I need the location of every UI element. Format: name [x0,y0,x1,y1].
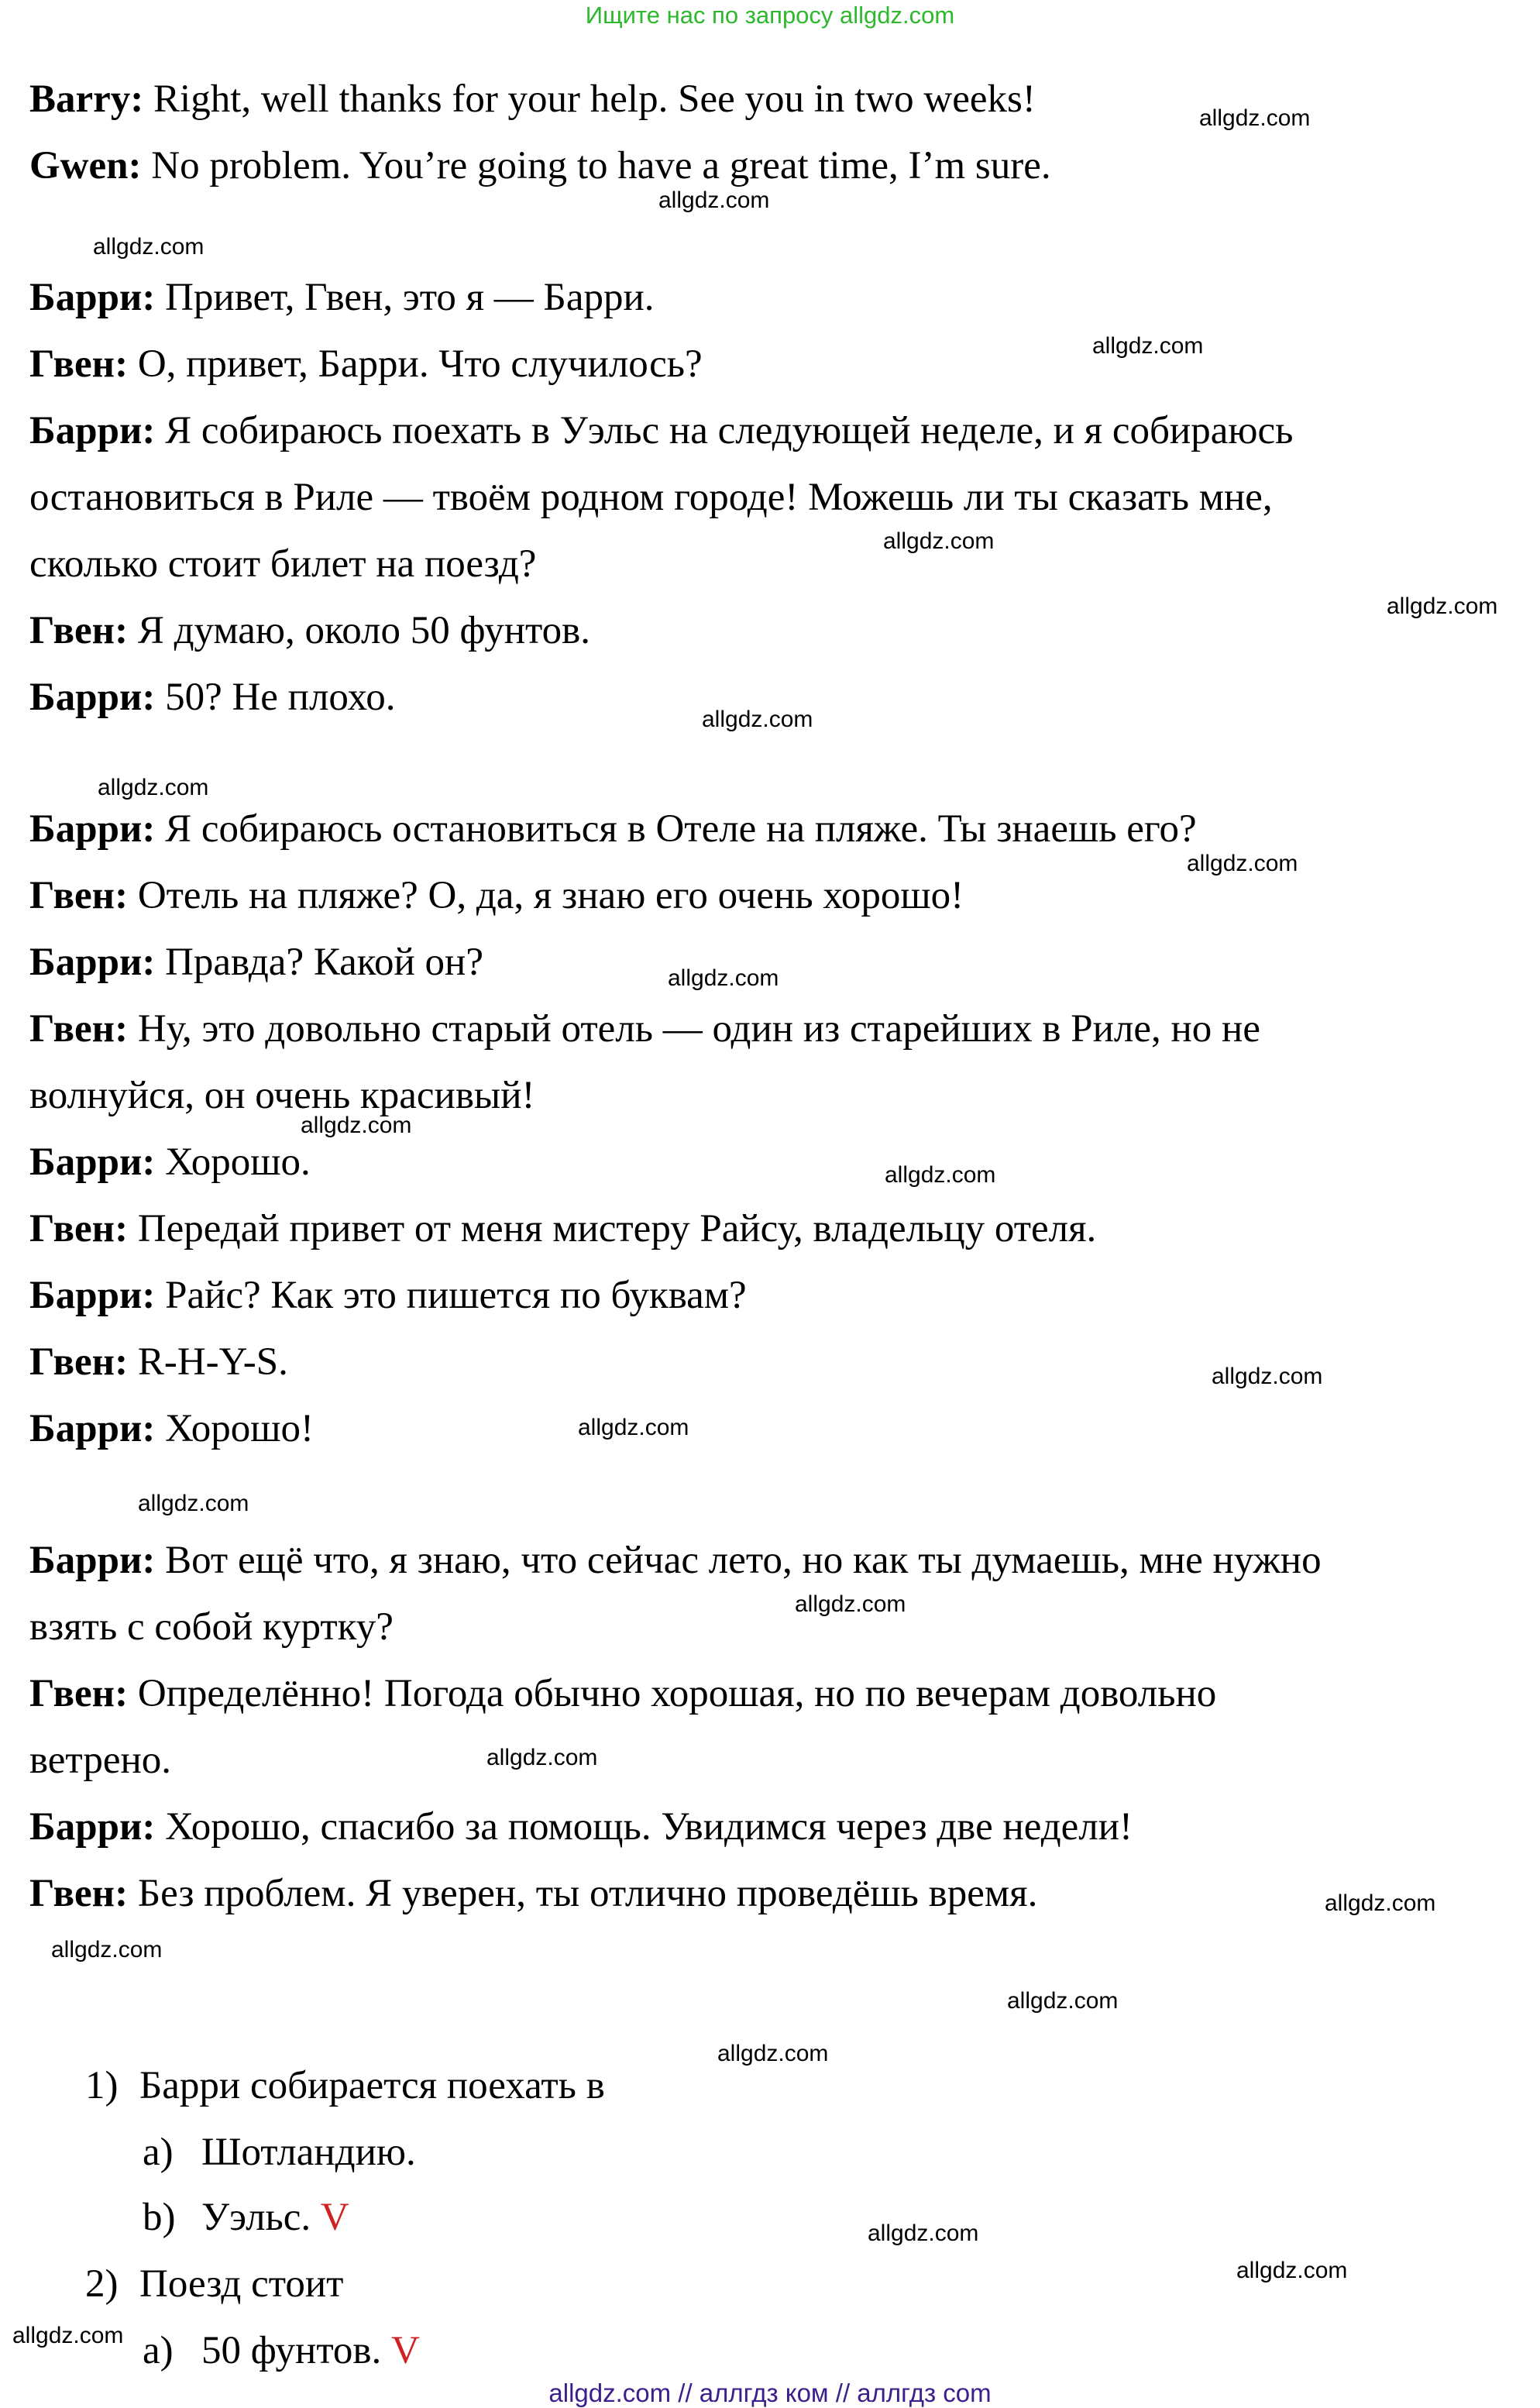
watermark: allgdz.com [51,1937,163,1963]
dialogue-line [29,806,1197,852]
dialogue-line [29,1339,288,1385]
option-1b [143,2194,349,2241]
watermark: allgdz.com [1236,2258,1348,2283]
line-text: взять с собой куртку? [29,1605,394,1649]
dialogue-line [29,1405,314,1452]
watermark: allgdz.com [578,1415,689,1440]
option-text: Шотландию. [201,2131,416,2174]
dialogue-line [29,1272,747,1319]
dialogue-line [29,408,1293,454]
line-text: Хорошо. [155,1140,311,1184]
speaker-name: Барри: [29,1539,156,1582]
line-text: ветрено. [29,1739,172,1782]
dialogue-line [29,1537,1322,1584]
dialogue-line [29,1804,1133,1850]
question-text: Барри собирается поехать в [139,2064,605,2107]
line-text: Привет, Гвен, это я — Барри. [155,276,655,319]
dialogue-line [29,1670,1216,1717]
answer-checkmark: V [320,2196,349,2239]
watermark: allgdz.com [1387,593,1498,619]
question-text: Поезд стоит [139,2262,344,2306]
speaker-name: Гвен: [29,1672,129,1715]
site-banner: Ищите нас по запросу allgdz.com [585,2,955,29]
watermark: allgdz.com [486,1745,598,1770]
watermark: allgdz.com [702,707,813,732]
dialogue-line [29,1006,1260,1052]
question-number: 1) [85,2064,119,2107]
option-letter: b) [143,2196,176,2239]
watermark: allgdz.com [658,187,770,213]
speaker-name: Гвен: [29,1007,129,1051]
line-text: Right, well thanks for your help. See you in two weeks! [143,77,1036,121]
footer-links: allgdz.com // аллгдз ком // аллгдз com [548,2379,992,2407]
watermark: allgdz.com [12,2323,124,2348]
watermark: allgdz.com [1007,1988,1119,2014]
speaker-name: Барри: [29,1407,156,1450]
line-text: Правда? Какой он? [155,941,483,984]
question-2 [85,2261,343,2307]
watermark: allgdz.com [301,1113,412,1138]
speaker-name: Барри: [29,676,156,719]
line-text: Определённо! Погода обычно хорошая, но по вечерам довольно [128,1672,1217,1715]
speaker-name: Гвен: [29,1340,129,1384]
dialogue-line [29,76,1036,122]
line-text: О, привет, Барри. Что случилось? [128,342,703,386]
watermark: allgdz.com [1187,851,1298,876]
dialogue-line [29,1737,171,1784]
dialogue-line [29,674,395,721]
speaker-name: Барри: [29,1140,156,1184]
line-text: волнуйся, он очень красивый! [29,1074,535,1117]
watermark: allgdz.com [1092,333,1204,359]
dialogue-line [29,1206,1096,1252]
answer-checkmark: V [391,2329,420,2372]
line-text: Я думаю, около 50 фунтов. [128,609,590,652]
line-text: Передай привет от меня мистеру Райсу, владельцу отеля. [128,1207,1097,1250]
dialogue-line [29,274,655,321]
line-text: остановиться в Риле — твоём родном городе! Можешь ли ты сказать мне, [29,476,1273,519]
option-text: 50 фунтов. [201,2329,382,2372]
dialogue-line [29,872,964,919]
dialogue-line [29,341,703,387]
dialogue-line [29,939,483,986]
watermark: allgdz.com [717,2041,829,2066]
watermark: allgdz.com [93,234,205,260]
watermark: allgdz.com [138,1491,249,1516]
watermark: allgdz.com [1212,1364,1323,1389]
speaker-name: Гвен: [29,874,129,917]
speaker-name: Гвен: [29,609,129,652]
line-text: Хорошо! [155,1407,314,1450]
speaker-name: Барри: [29,807,156,851]
watermark: allgdz.com [885,1162,996,1188]
line-text: No problem. You’re going to have a great time, I’m sure. [141,144,1051,187]
question-number: 2) [85,2262,119,2306]
watermark: allgdz.com [795,1591,906,1617]
speaker-name: Гвен: [29,1207,129,1250]
dialogue-line [29,607,590,654]
speaker-name: Гвен: [29,342,129,386]
line-text: Отель на пляже? О, да, я знаю его очень хорошо! [128,874,964,917]
question-1 [85,2062,605,2109]
option-text: Уэльс. [201,2196,311,2239]
dialogue-line [29,1870,1037,1917]
line-text: Вот ещё что, я знаю, что сейчас лето, но как ты думаешь, мне нужно [155,1539,1322,1582]
watermark: allgdz.com [868,2221,979,2246]
watermark: allgdz.com [668,965,779,991]
dialogue-line [29,474,1273,521]
dialogue-line [29,1072,535,1119]
option-letter: a) [143,2329,174,2372]
speaker-name: Барри: [29,1805,156,1849]
line-text: сколько стоит билет на поезд? [29,542,537,586]
dialogue-line [29,541,536,587]
option-letter: a) [143,2131,174,2174]
speaker-name: Барри: [29,409,156,452]
watermark: allgdz.com [883,528,995,554]
line-text: Я собираюсь поехать в Уэльс на следующей неделе, и я собираюсь [155,409,1294,452]
dialogue-line [29,143,1051,189]
line-text: Я собираюсь остановиться в Отеле на пляже. Ты знаешь его? [155,807,1197,851]
option-2a [143,2327,420,2374]
watermark: allgdz.com [98,775,209,800]
speaker-name: Барри: [29,941,156,984]
dialogue-line [29,1139,311,1185]
line-text: Хорошо, спасибо за помощь. Увидимся через две недели! [155,1805,1133,1849]
speaker-name: Барри: [29,276,156,319]
line-text: Ну, это довольно старый отель — один из старейших в Риле, но не [128,1007,1260,1051]
line-text: 50? Не плохо. [155,676,396,719]
option-1a [143,2129,416,2176]
line-text: R-H-Y-S. [128,1340,288,1384]
speaker-name: Барри: [29,1274,156,1317]
line-text: Без проблем. Я уверен, ты отлично проведёшь время. [128,1872,1038,1915]
speaker-name: Gwen: [29,144,142,187]
speaker-name: Barry: [29,77,144,121]
line-text: Райс? Как это пишется по буквам? [155,1274,747,1317]
watermark: allgdz.com [1199,105,1311,131]
watermark: allgdz.com [1325,1890,1436,1916]
speaker-name: Гвен: [29,1872,129,1915]
dialogue-line [29,1604,394,1650]
